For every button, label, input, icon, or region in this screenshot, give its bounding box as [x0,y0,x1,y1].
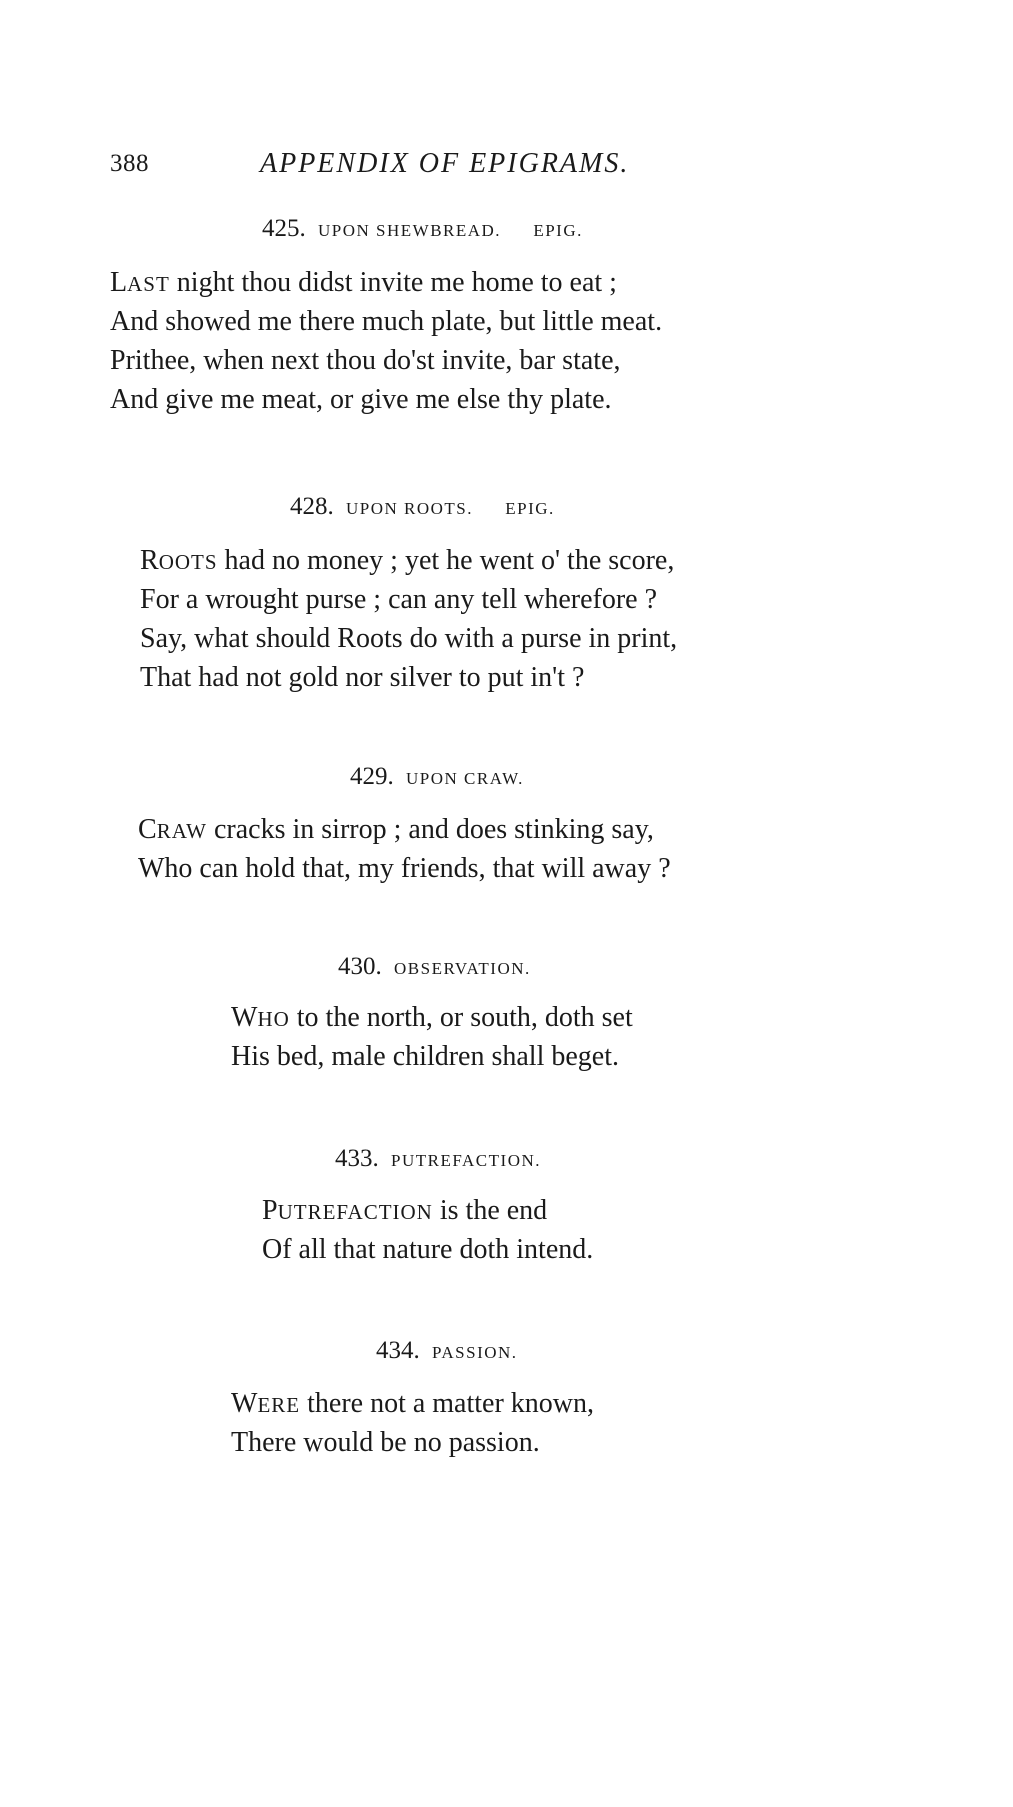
small-caps-rest: UTREFACTION [277,1200,433,1224]
epigram-heading: UPON SHEWBREAD. [318,221,502,240]
verse-line: And showed me there much plate, but little meat. [110,306,663,337]
epigram-heading: OBSERVATION. [394,959,531,978]
epigram-number: 429. [350,763,394,790]
verse-text: had no money ; yet he went o' the score, [217,545,675,576]
epigram-lines [231,998,633,1076]
epigram-lines [262,1191,593,1269]
epigram-number: 430. [338,953,382,980]
running-title: APPENDIX OF EPIGRAMS. [260,148,630,179]
small-caps-rest: RAW [156,819,207,843]
small-caps-rest: AST [127,272,170,296]
epigram-number: 425. [262,215,306,242]
epigram-heading: PUTREFACTION. [391,1151,541,1170]
epigram-heading: UPON ROOTS. [346,499,474,518]
epigram-title [350,763,524,791]
epigram-title [262,215,583,243]
small-caps-rest: ERE [257,1393,301,1417]
epigram-lines [138,810,671,888]
verse-line [110,263,662,302]
epigram-heading-extra: EPIG. [505,499,555,518]
verse-line: Say, what should Roots do with a purse in print, [140,623,678,654]
epigram-number: 434. [376,1337,420,1364]
page-number: 388 [110,150,149,177]
small-caps-initial: L [110,267,128,298]
verse-line [140,541,677,580]
verse-line: And give me meat, or give me else thy plate. [110,384,612,415]
verse-text: cracks in sirrop ; and does stinking say, [207,814,654,845]
epigram-title [338,953,531,981]
epigram-lines [110,263,662,419]
verse-text: night thou didst invite me home to eat ; [169,267,617,298]
epigram-heading: PASSION. [432,1343,518,1362]
verse-line: Of all that nature doth intend. [262,1234,594,1265]
small-caps-rest: OOTS [158,550,218,574]
verse-line: Prithee, when next thou do'st invite, bar state, [110,345,621,376]
small-caps-initial: R [140,545,159,576]
small-caps-initial: W [231,1388,258,1419]
verse-line [231,1384,594,1423]
epigram-title [335,1145,541,1173]
verse-line: His bed, male children shall beget. [231,1041,619,1072]
epigram-number: 433. [335,1145,379,1172]
verse-text: to the north, or south, doth set [289,1002,633,1033]
small-caps-initial: P [262,1195,278,1226]
verse-line: Who can hold that, my friends, that will away ? [138,853,671,884]
epigram-title [376,1337,518,1365]
verse-line [138,810,671,849]
page-header [110,148,830,188]
verse-line [231,998,633,1037]
epigram-title [290,493,555,521]
epigram-number: 428. [290,493,334,520]
verse-text: there not a matter known, [300,1388,595,1419]
epigram-lines [231,1384,594,1462]
verse-line: That had not gold nor silver to put in't ? [140,662,585,693]
epigram-lines [140,541,677,697]
small-caps-initial: W [231,1002,258,1033]
epigram-heading-extra: EPIG. [533,221,583,240]
verse-line: For a wrought purse ; can any tell wherefore ? [140,584,658,615]
verse-text: is the end [432,1195,548,1226]
verse-line [262,1191,593,1230]
small-caps-rest: HO [257,1007,290,1031]
epigram-heading: UPON CRAW. [406,769,524,788]
verse-line: There would be no passion. [231,1427,540,1458]
small-caps-initial: C [138,814,157,845]
